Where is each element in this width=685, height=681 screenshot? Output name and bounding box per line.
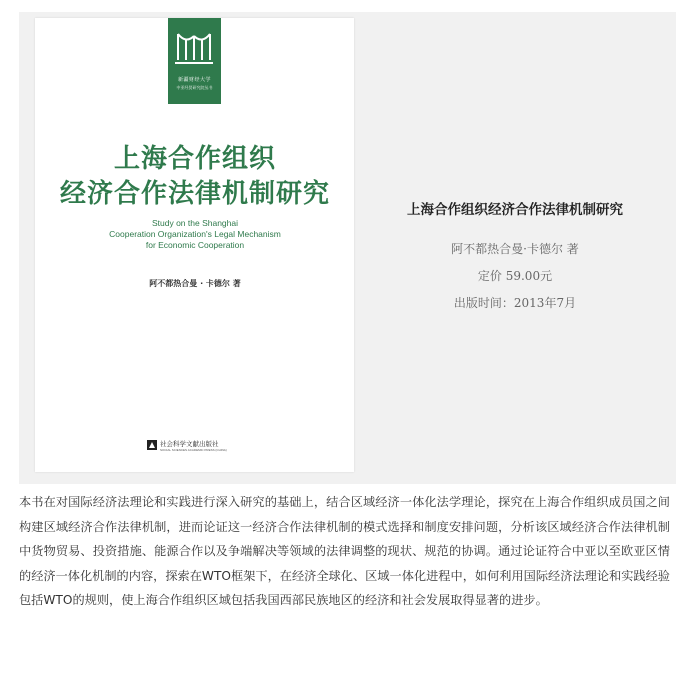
book-info-panel [19, 12, 676, 484]
publisher-name-english: SOCIAL SCIENCES ACADEMIC PRESS (CHINA) [160, 448, 227, 452]
book-title: 上海合作组织经济合作法律机制研究 [407, 202, 623, 218]
publisher-name: 社会科学文献出版社 [160, 440, 219, 448]
cover-author: 阿不都热合曼 · 卡德尔 著 [149, 279, 241, 288]
university-series: 中亚经贸研究院丛书 [176, 85, 213, 90]
book-publish-date: 出版时间：2013年7月 [453, 296, 577, 310]
book-author: 阿不都热合曼·卡德尔 著 [451, 242, 579, 256]
book-price: 定价 59.00元 [477, 269, 553, 283]
university-emblem-icon [172, 30, 217, 68]
cover-english-title-line2: Cooperation Organization's Legal Mechanism [109, 229, 281, 239]
cover-title-line2: 经济合作法律机制研究 [59, 179, 330, 209]
university-name: 新疆财经大学 [177, 77, 211, 83]
cover-english-title-line3: for Economic Cooperation [145, 240, 245, 250]
university-logo-block [168, 18, 221, 104]
book-description: 本书在对国际经济法理论和实践进行深入研究的基础上，结合区域经济一体化法学理论，探究在上海合作组织成员国之间构建区域经济合作法律机制，进而论证这一经济合作法律机制的模式选择和制度安排问题，分析该区域经济合作法律机制中货物贸易、投资措施、能源合作以及争端解决等领域的法律调整的现状、规范的协调。通过论证符合中亚以至欧亚区情的经济一体化机制的内容，探索在WTO框架下，在经济全球化、区域一体化进程中，如何利用国际经济法理论和实践经验包括WTO的规则，使上海合作组织区域包括我国西部民族地区的经济和社会发展取得显著的进步。 [19, 495, 670, 608]
publisher-mark [147, 438, 247, 456]
cover-title-line1: 上海合作组织 [113, 144, 276, 174]
book-cover-image[interactable] [35, 18, 354, 472]
publisher-logo-icon [147, 440, 157, 450]
cover-english-title-line1: Study on the Shanghai [151, 218, 238, 228]
